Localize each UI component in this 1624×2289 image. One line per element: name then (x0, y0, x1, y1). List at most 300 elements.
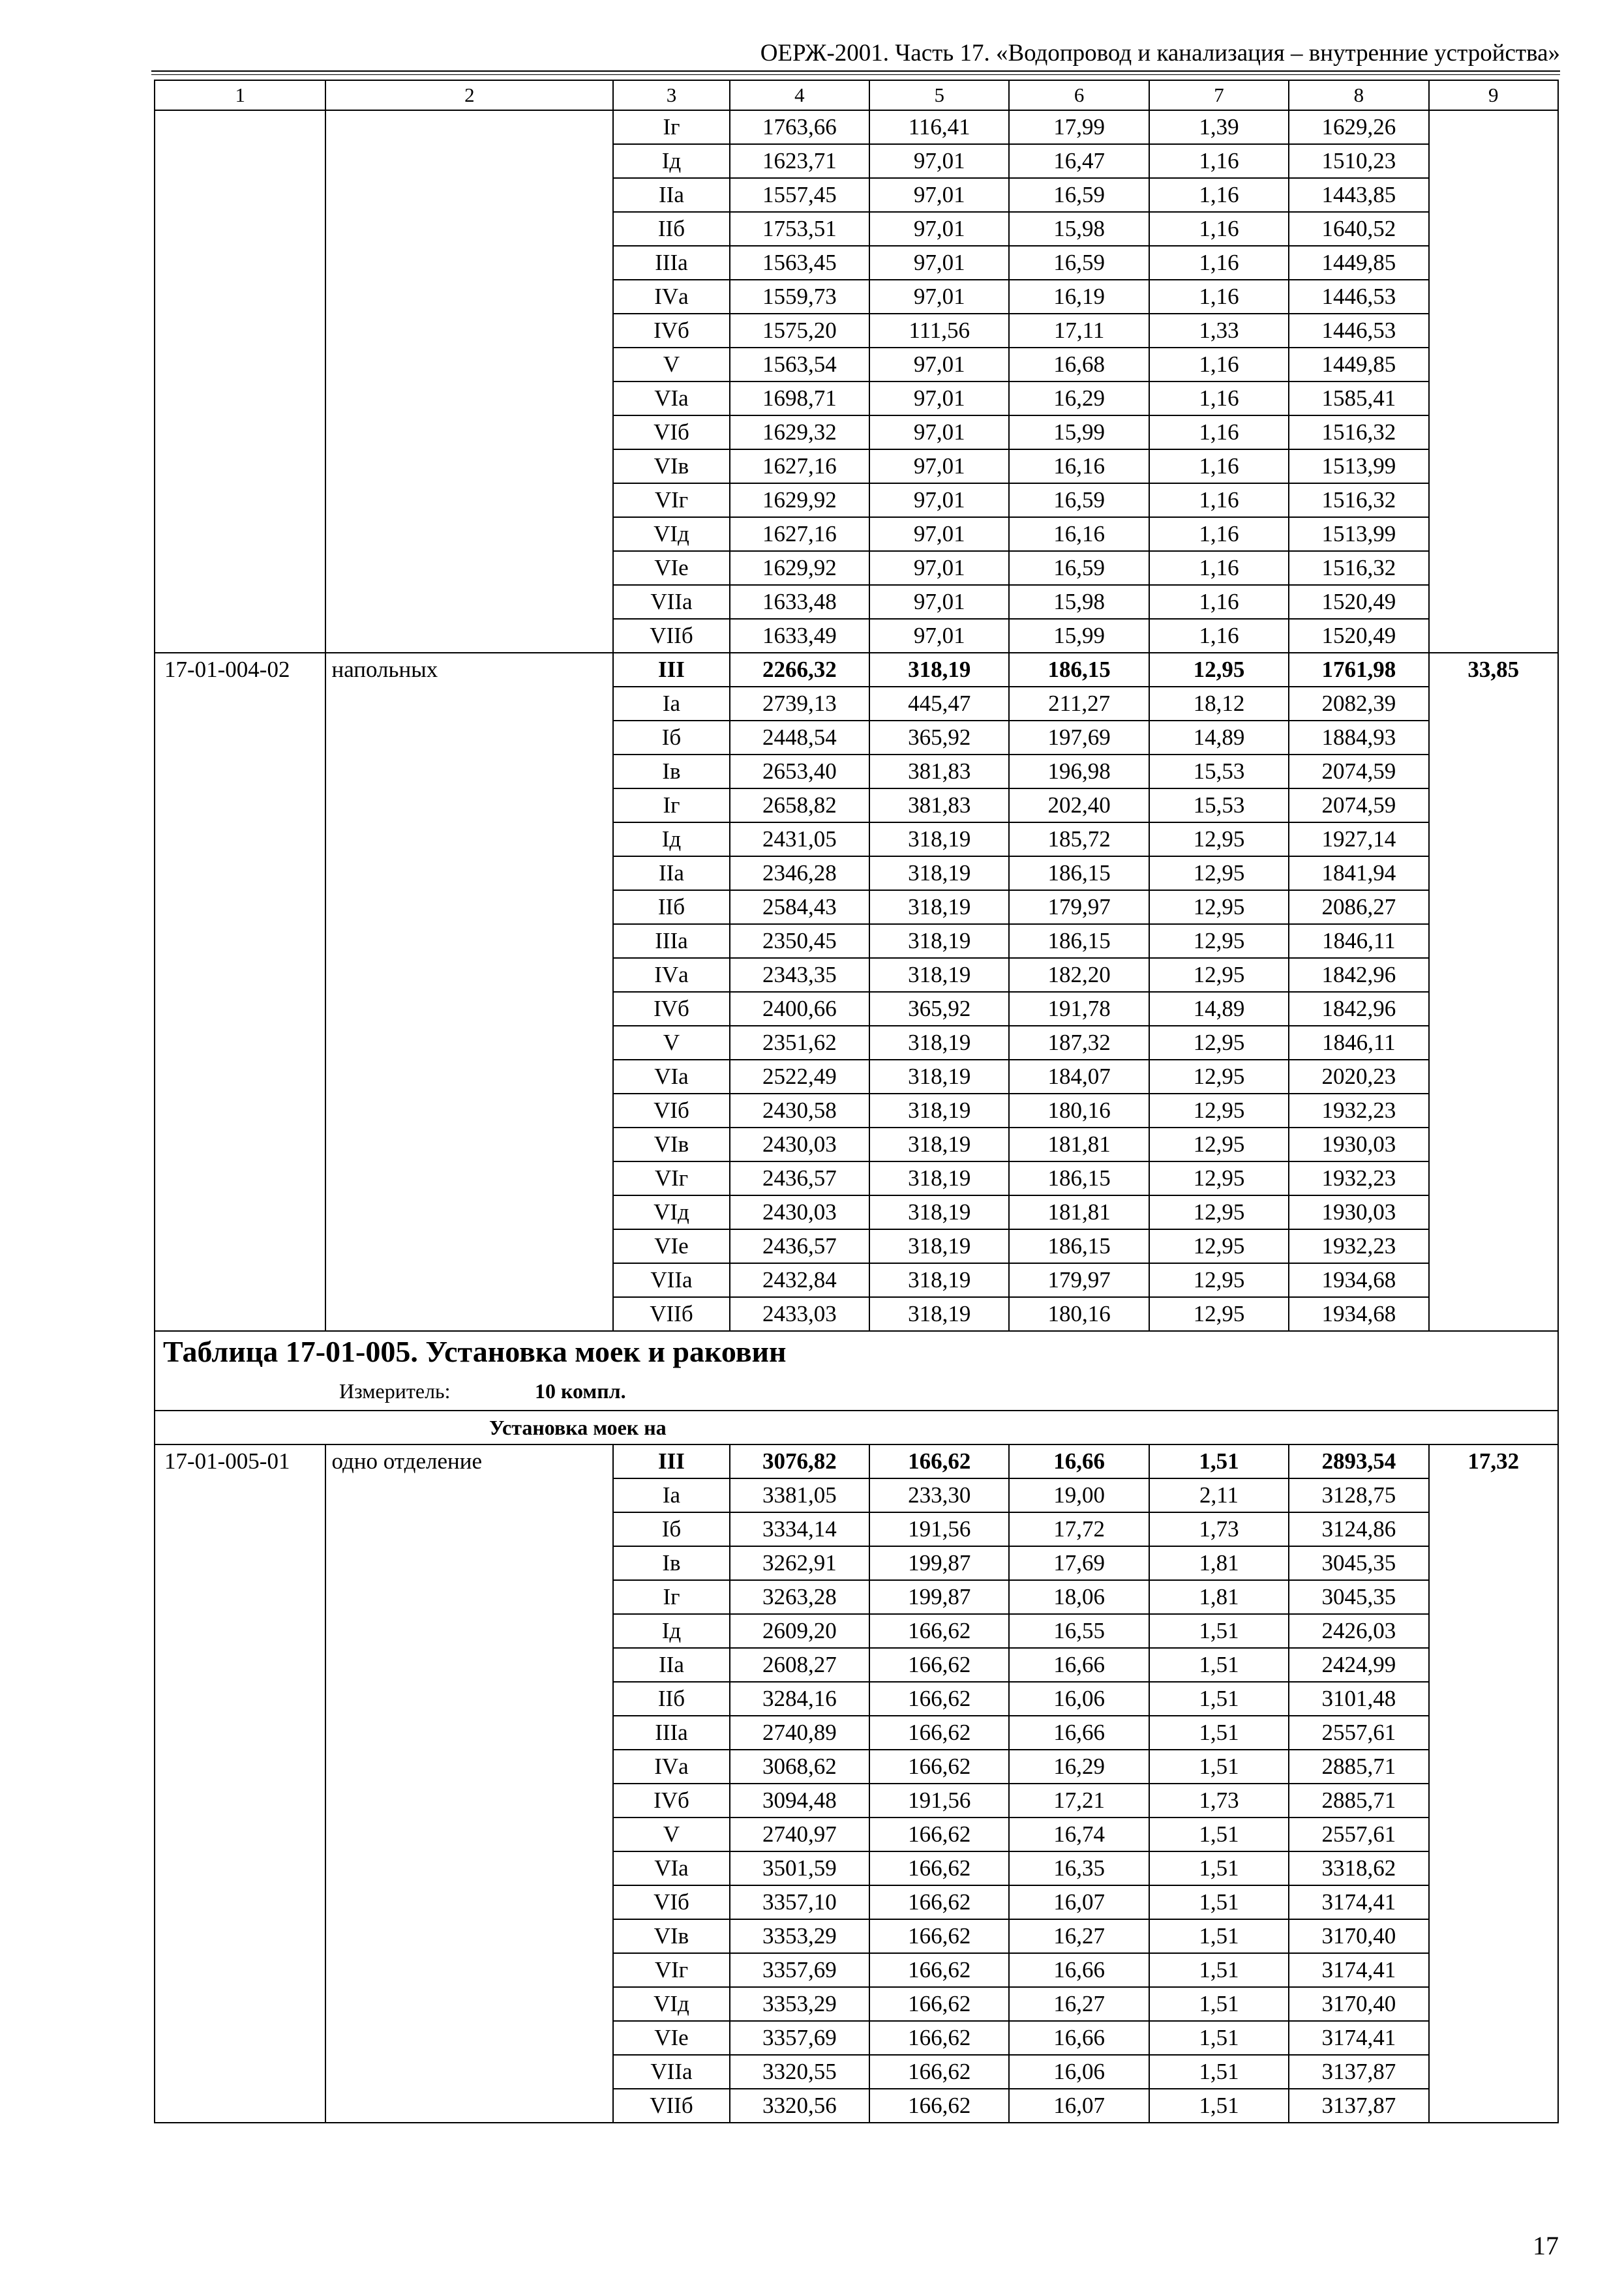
zone-cell: VIб (613, 1885, 729, 1919)
value-cell: 1585,41 (1289, 382, 1428, 415)
value-cell: 2740,97 (730, 1818, 869, 1851)
value-cell: 14,89 (1149, 992, 1289, 1026)
value-cell: 3381,05 (730, 1478, 869, 1512)
zone-cell: VIIб (613, 2089, 729, 2123)
value-cell: 187,32 (1009, 1026, 1149, 1060)
value-cell: 166,62 (869, 1851, 1009, 1885)
value-cell: 17,11 (1009, 314, 1149, 348)
value-cell: 196,98 (1009, 755, 1149, 788)
column9-cell: 33,85 (1429, 653, 1558, 1331)
value-cell: 1,16 (1149, 585, 1289, 619)
value-cell: 17,69 (1009, 1546, 1149, 1580)
value-cell: 1516,32 (1289, 415, 1428, 449)
value-cell: 2885,71 (1289, 1784, 1428, 1818)
zone-cell: VIе (613, 551, 729, 585)
value-cell: 18,06 (1009, 1580, 1149, 1614)
value-cell: 16,35 (1009, 1851, 1149, 1885)
value-cell: 16,07 (1009, 2089, 1149, 2123)
value-cell: 12,95 (1149, 1229, 1289, 1263)
zone-cell: Iа (613, 1478, 729, 1512)
value-cell: 12,95 (1149, 1195, 1289, 1229)
zone-cell: IVа (613, 958, 729, 992)
value-cell: 1,73 (1149, 1512, 1289, 1546)
table-row (155, 110, 1558, 144)
value-cell: 1846,11 (1289, 924, 1428, 958)
zone-cell: VIа (613, 1060, 729, 1094)
zone-cell: Iд (613, 822, 729, 856)
value-cell: 1575,20 (730, 314, 869, 348)
value-cell: 166,62 (869, 1987, 1009, 2021)
column-number-cell: 2 (325, 80, 613, 110)
value-cell: 1,51 (1149, 1716, 1289, 1750)
value-cell: 166,62 (869, 1444, 1009, 1478)
value-cell: 97,01 (869, 517, 1009, 551)
value-cell: 2424,99 (1289, 1648, 1428, 1682)
value-cell: 180,16 (1009, 1094, 1149, 1128)
value-cell: 97,01 (869, 585, 1009, 619)
value-cell: 186,15 (1009, 856, 1149, 890)
running-header: ОЕРЖ-2001. Часть 17. «Водопровод и канализация – внутренние устройства» (760, 40, 1560, 67)
subheading-row (155, 1411, 1558, 1444)
value-cell: 2658,82 (730, 788, 869, 822)
value-cell: 3318,62 (1289, 1851, 1428, 1885)
value-cell: 1,51 (1149, 1750, 1289, 1784)
value-cell: 2557,61 (1289, 1818, 1428, 1851)
zone-cell: VIв (613, 449, 729, 483)
measure-value: 10 компл. (535, 1379, 626, 1403)
value-cell: 181,81 (1009, 1128, 1149, 1161)
value-cell: 3137,87 (1289, 2055, 1428, 2089)
value-cell: 318,19 (869, 958, 1009, 992)
zone-cell: VIб (613, 415, 729, 449)
value-cell: 16,47 (1009, 144, 1149, 178)
value-cell: 12,95 (1149, 822, 1289, 856)
value-cell: 2426,03 (1289, 1614, 1428, 1648)
value-cell: 1516,32 (1289, 551, 1428, 585)
zone-cell: VIг (613, 1161, 729, 1195)
value-cell: 1,51 (1149, 1987, 1289, 2021)
value-cell: 182,20 (1009, 958, 1149, 992)
value-cell: 16,29 (1009, 1750, 1149, 1784)
subheading: Установка моек на (155, 1411, 1558, 1444)
value-cell: 1,16 (1149, 382, 1289, 415)
value-cell: 318,19 (869, 1094, 1009, 1128)
value-cell: 166,62 (869, 1648, 1009, 1682)
header-rule (151, 70, 1560, 72)
value-cell: 166,62 (869, 1614, 1009, 1648)
zone-cell: V (613, 1026, 729, 1060)
zone-cell: VIб (613, 1094, 729, 1128)
value-cell: 1516,32 (1289, 483, 1428, 517)
value-cell: 3174,41 (1289, 2021, 1428, 2055)
value-cell: 365,92 (869, 721, 1009, 755)
zone-cell: III (613, 1444, 729, 1478)
zone-cell: IVа (613, 1750, 729, 1784)
zone-cell: VIIа (613, 1263, 729, 1297)
value-cell: 3320,55 (730, 2055, 869, 2089)
value-cell: 3101,48 (1289, 1682, 1428, 1716)
value-cell: 1,16 (1149, 517, 1289, 551)
value-cell: 1884,93 (1289, 721, 1428, 755)
value-cell: 2430,58 (730, 1094, 869, 1128)
zone-cell: VIIа (613, 2055, 729, 2089)
value-cell: 1,81 (1149, 1546, 1289, 1580)
value-cell: 15,53 (1149, 755, 1289, 788)
value-cell: 2608,27 (730, 1648, 869, 1682)
value-cell: 199,87 (869, 1546, 1009, 1580)
value-cell: 1,16 (1149, 483, 1289, 517)
value-cell: 318,19 (869, 1195, 1009, 1229)
value-cell: 17,21 (1009, 1784, 1149, 1818)
value-cell: 191,56 (869, 1784, 1009, 1818)
value-cell: 191,78 (1009, 992, 1149, 1026)
zone-cell: VIд (613, 1195, 729, 1229)
value-cell: 3174,41 (1289, 1885, 1428, 1919)
value-cell: 3045,35 (1289, 1546, 1428, 1580)
zone-cell: Iг (613, 788, 729, 822)
value-cell: 3353,29 (730, 1919, 869, 1953)
value-cell: 2740,89 (730, 1716, 869, 1750)
value-cell: 166,62 (869, 1885, 1009, 1919)
value-cell: 17,72 (1009, 1512, 1149, 1546)
value-cell: 318,19 (869, 1263, 1009, 1297)
value-cell: 97,01 (869, 348, 1009, 382)
value-cell: 16,66 (1009, 2021, 1149, 2055)
value-cell: 166,62 (869, 1919, 1009, 1953)
value-cell: 179,97 (1009, 890, 1149, 924)
value-cell: 1633,49 (730, 619, 869, 653)
value-cell: 2431,05 (730, 822, 869, 856)
value-cell: 1627,16 (730, 517, 869, 551)
value-cell: 1841,94 (1289, 856, 1428, 890)
value-cell: 15,53 (1149, 788, 1289, 822)
zone-cell: VIа (613, 1851, 729, 1885)
value-cell: 197,69 (1009, 721, 1149, 755)
value-cell: 1,51 (1149, 1818, 1289, 1851)
zone-cell: V (613, 348, 729, 382)
value-cell: 2086,27 (1289, 890, 1428, 924)
value-cell: 1563,45 (730, 246, 869, 280)
zone-cell: IVа (613, 280, 729, 314)
zone-cell: VIIб (613, 619, 729, 653)
value-cell: 1,51 (1149, 1682, 1289, 1716)
value-cell: 199,87 (869, 1580, 1009, 1614)
value-cell: 1,51 (1149, 1444, 1289, 1478)
value-cell: 1,51 (1149, 1648, 1289, 1682)
value-cell: 97,01 (869, 382, 1009, 415)
value-cell: 1846,11 (1289, 1026, 1428, 1060)
value-cell: 97,01 (869, 178, 1009, 212)
value-cell: 166,62 (869, 2021, 1009, 2055)
column9-cell (1429, 110, 1558, 653)
zone-cell: IIб (613, 1682, 729, 1716)
value-cell: 1629,26 (1289, 110, 1428, 144)
value-cell: 16,06 (1009, 2055, 1149, 2089)
value-cell: 318,19 (869, 890, 1009, 924)
value-cell: 318,19 (869, 1297, 1009, 1331)
value-cell: 2893,54 (1289, 1444, 1428, 1478)
value-cell: 16,16 (1009, 449, 1149, 483)
value-cell: 1510,23 (1289, 144, 1428, 178)
value-cell: 1930,03 (1289, 1195, 1428, 1229)
header-rule-thin (151, 74, 1560, 75)
value-cell: 185,72 (1009, 822, 1149, 856)
value-cell: 1,16 (1149, 144, 1289, 178)
zone-cell: IIб (613, 890, 729, 924)
zone-cell: VIв (613, 1919, 729, 1953)
value-cell: 16,55 (1009, 1614, 1149, 1648)
value-cell: 1,51 (1149, 1614, 1289, 1648)
value-cell: 1513,99 (1289, 449, 1428, 483)
value-cell: 16,59 (1009, 551, 1149, 585)
zone-cell: IIIа (613, 246, 729, 280)
value-cell: 3068,62 (730, 1750, 869, 1784)
value-cell: 166,62 (869, 1716, 1009, 1750)
value-cell: 3501,59 (730, 1851, 869, 1885)
zone-cell: VIIб (613, 1297, 729, 1331)
rate-code-cell (155, 110, 325, 653)
value-cell: 16,06 (1009, 1682, 1149, 1716)
value-cell: 166,62 (869, 1818, 1009, 1851)
value-cell: 16,59 (1009, 178, 1149, 212)
zone-cell: VIд (613, 1987, 729, 2021)
table-row (155, 653, 1558, 687)
value-cell: 2739,13 (730, 687, 869, 721)
value-cell: 3076,82 (730, 1444, 869, 1478)
zone-cell: Iв (613, 755, 729, 788)
value-cell: 191,56 (869, 1512, 1009, 1546)
value-cell: 1,73 (1149, 1784, 1289, 1818)
zone-cell: IIIа (613, 924, 729, 958)
page-number: 17 (1533, 2231, 1559, 2260)
value-cell: 318,19 (869, 1026, 1009, 1060)
value-cell: 16,66 (1009, 1648, 1149, 1682)
value-cell: 2584,43 (730, 890, 869, 924)
value-cell: 1443,85 (1289, 178, 1428, 212)
value-cell: 12,95 (1149, 1297, 1289, 1331)
value-cell: 1,16 (1149, 619, 1289, 653)
value-cell: 16,16 (1009, 517, 1149, 551)
value-cell: 1842,96 (1289, 958, 1428, 992)
value-cell: 2433,03 (730, 1297, 869, 1331)
value-cell: 1932,23 (1289, 1161, 1428, 1195)
zone-cell: III (613, 653, 729, 687)
value-cell: 3045,35 (1289, 1580, 1428, 1614)
value-cell: 2557,61 (1289, 1716, 1428, 1750)
value-cell: 1,51 (1149, 2021, 1289, 2055)
zone-cell: Iг (613, 1580, 729, 1614)
value-cell: 318,19 (869, 822, 1009, 856)
value-cell: 3170,40 (1289, 1919, 1428, 1953)
value-cell: 18,12 (1149, 687, 1289, 721)
value-cell: 2082,39 (1289, 687, 1428, 721)
value-cell: 2400,66 (730, 992, 869, 1026)
value-cell: 3262,91 (730, 1546, 869, 1580)
value-cell: 186,15 (1009, 1229, 1149, 1263)
value-cell: 166,62 (869, 2089, 1009, 2123)
value-cell: 1520,49 (1289, 619, 1428, 653)
value-cell: 1520,49 (1289, 585, 1428, 619)
zone-cell: VIв (613, 1128, 729, 1161)
zone-cell: IVб (613, 992, 729, 1026)
value-cell: 1,51 (1149, 1885, 1289, 1919)
column-number-row (155, 80, 1558, 110)
value-cell: 2,11 (1149, 1478, 1289, 1512)
column-number-cell: 9 (1429, 80, 1558, 110)
zone-cell: V (613, 1818, 729, 1851)
value-cell: 1629,32 (730, 415, 869, 449)
value-cell: 365,92 (869, 992, 1009, 1026)
value-cell: 3357,69 (730, 2021, 869, 2055)
value-cell: 318,19 (869, 856, 1009, 890)
zone-cell: VIа (613, 382, 729, 415)
value-cell: 12,95 (1149, 856, 1289, 890)
value-cell: 318,19 (869, 1128, 1009, 1161)
column-number-cell: 3 (613, 80, 729, 110)
value-cell: 16,68 (1009, 348, 1149, 382)
value-cell: 15,98 (1009, 212, 1149, 246)
value-cell: 116,41 (869, 110, 1009, 144)
column-number-cell: 6 (1009, 80, 1149, 110)
zone-cell: IVб (613, 1784, 729, 1818)
value-cell: 318,19 (869, 924, 1009, 958)
value-cell: 2653,40 (730, 755, 869, 788)
value-cell: 16,29 (1009, 382, 1149, 415)
measure-row (155, 1372, 1558, 1411)
rate-name-cell (325, 110, 613, 653)
value-cell: 12,95 (1149, 890, 1289, 924)
value-cell: 12,95 (1149, 1128, 1289, 1161)
zone-cell: Iв (613, 1546, 729, 1580)
value-cell: 184,07 (1009, 1060, 1149, 1094)
value-cell: 97,01 (869, 246, 1009, 280)
zone-cell: Iб (613, 721, 729, 755)
zone-cell: Iб (613, 1512, 729, 1546)
value-cell: 2430,03 (730, 1195, 869, 1229)
table-row (155, 1444, 1558, 1478)
value-cell: 1446,53 (1289, 280, 1428, 314)
value-cell: 1930,03 (1289, 1128, 1428, 1161)
zone-cell: IIб (613, 212, 729, 246)
value-cell: 16,59 (1009, 246, 1149, 280)
value-cell: 1633,48 (730, 585, 869, 619)
value-cell: 186,15 (1009, 924, 1149, 958)
zone-cell: VIг (613, 1953, 729, 1987)
value-cell: 3263,28 (730, 1580, 869, 1614)
value-cell: 1,81 (1149, 1580, 1289, 1614)
column-number-cell: 4 (730, 80, 869, 110)
rates-table (154, 80, 1559, 2123)
value-cell: 1,51 (1149, 1953, 1289, 1987)
value-cell: 1934,68 (1289, 1297, 1428, 1331)
rate-name-cell: напольных (325, 653, 613, 1331)
value-cell: 211,27 (1009, 687, 1149, 721)
value-cell: 12,95 (1149, 1060, 1289, 1094)
value-cell: 2432,84 (730, 1263, 869, 1297)
value-cell: 179,97 (1009, 1263, 1149, 1297)
value-cell: 3128,75 (1289, 1478, 1428, 1512)
value-cell: 1,16 (1149, 348, 1289, 382)
value-cell: 381,83 (869, 755, 1009, 788)
value-cell: 3357,69 (730, 1953, 869, 1987)
value-cell: 1,51 (1149, 2089, 1289, 2123)
value-cell: 2430,03 (730, 1128, 869, 1161)
value-cell: 3284,16 (730, 1682, 869, 1716)
value-cell: 12,95 (1149, 1026, 1289, 1060)
value-cell: 3174,41 (1289, 1953, 1428, 1987)
zone-cell: VIд (613, 517, 729, 551)
value-cell: 181,81 (1009, 1195, 1149, 1229)
zone-cell: Iг (613, 110, 729, 144)
value-cell: 12,95 (1149, 1263, 1289, 1297)
rate-code-cell: 17-01-004-02 (155, 653, 325, 1331)
value-cell: 17,99 (1009, 110, 1149, 144)
value-cell: 1842,96 (1289, 992, 1428, 1026)
value-cell: 381,83 (869, 788, 1009, 822)
value-cell: 2351,62 (730, 1026, 869, 1060)
value-cell: 1,16 (1149, 280, 1289, 314)
value-cell: 2266,32 (730, 653, 869, 687)
value-cell: 166,62 (869, 1750, 1009, 1784)
zone-cell: Iа (613, 687, 729, 721)
value-cell: 3353,29 (730, 1987, 869, 2021)
value-cell: 12,95 (1149, 1161, 1289, 1195)
value-cell: 111,56 (869, 314, 1009, 348)
value-cell: 1,16 (1149, 212, 1289, 246)
value-cell: 1927,14 (1289, 822, 1428, 856)
value-cell: 15,99 (1009, 415, 1149, 449)
value-cell: 19,00 (1009, 1478, 1149, 1512)
value-cell: 1698,71 (730, 382, 869, 415)
value-cell: 2522,49 (730, 1060, 869, 1094)
value-cell: 97,01 (869, 212, 1009, 246)
zone-cell: IIIа (613, 1716, 729, 1750)
value-cell: 2346,28 (730, 856, 869, 890)
value-cell: 2074,59 (1289, 788, 1428, 822)
value-cell: 1557,45 (730, 178, 869, 212)
value-cell: 16,19 (1009, 280, 1149, 314)
value-cell: 1,16 (1149, 449, 1289, 483)
value-cell: 14,89 (1149, 721, 1289, 755)
value-cell: 1627,16 (730, 449, 869, 483)
value-cell: 97,01 (869, 449, 1009, 483)
value-cell: 166,62 (869, 1953, 1009, 1987)
value-cell: 1,16 (1149, 415, 1289, 449)
table-title-row (155, 1331, 1558, 1372)
value-cell: 233,30 (869, 1478, 1009, 1512)
zone-cell: VIIа (613, 585, 729, 619)
zone-cell: VIе (613, 2021, 729, 2055)
value-cell: 2074,59 (1289, 755, 1428, 788)
value-cell: 202,40 (1009, 788, 1149, 822)
value-cell: 180,16 (1009, 1297, 1149, 1331)
zone-cell: IIа (613, 1648, 729, 1682)
value-cell: 16,66 (1009, 1953, 1149, 1987)
value-cell: 15,99 (1009, 619, 1149, 653)
value-cell: 3137,87 (1289, 2089, 1428, 2123)
zone-cell: Iд (613, 144, 729, 178)
value-cell: 1559,73 (730, 280, 869, 314)
value-cell: 15,98 (1009, 585, 1149, 619)
value-cell: 16,59 (1009, 483, 1149, 517)
value-cell: 2343,35 (730, 958, 869, 992)
value-cell: 1932,23 (1289, 1229, 1428, 1263)
value-cell: 318,19 (869, 1229, 1009, 1263)
rate-name-cell: одно отделение (325, 1444, 613, 2123)
value-cell: 1934,68 (1289, 1263, 1428, 1297)
value-cell: 16,66 (1009, 1716, 1149, 1750)
value-cell: 3170,40 (1289, 1987, 1428, 2021)
